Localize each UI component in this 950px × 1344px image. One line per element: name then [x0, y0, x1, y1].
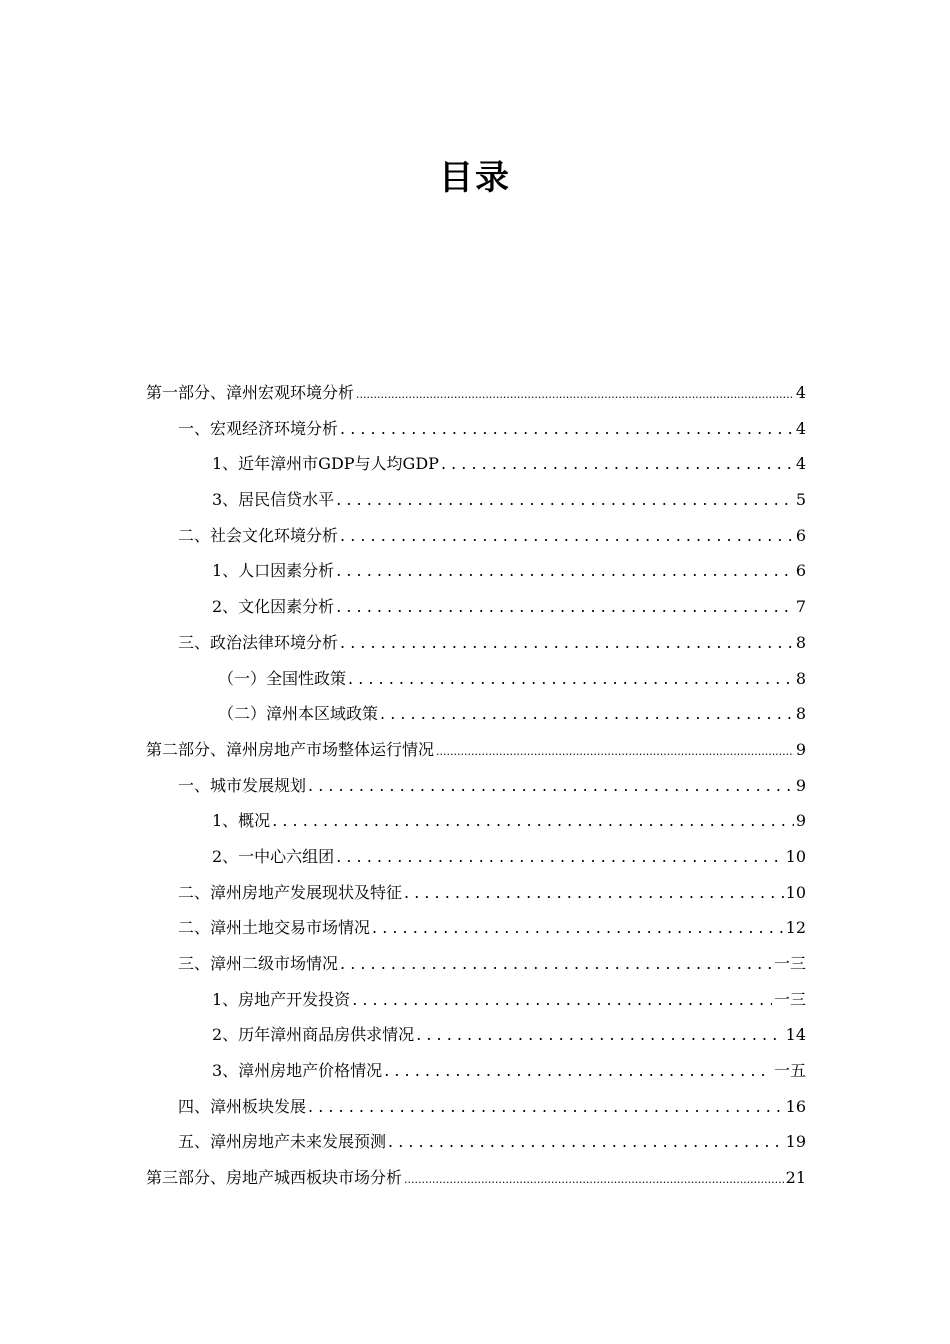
toc-dot-leader — [404, 1168, 784, 1187]
toc-entry-label: （二）漳州本区域政策 — [218, 704, 379, 724]
toc-dot-leader — [384, 1061, 772, 1080]
toc-dot-leader — [336, 561, 794, 580]
toc-entry[interactable] — [146, 915, 806, 951]
toc-entry[interactable] — [146, 380, 806, 416]
toc-entry[interactable] — [146, 1058, 806, 1094]
toc-dot-leader — [404, 883, 784, 902]
toc-dot-leader — [348, 669, 794, 688]
toc-entry-label: 1、概况 — [212, 811, 271, 831]
toc-entry-label: 1、近年漳州市GDP与人均GDP — [212, 454, 439, 474]
toc-dot-leader — [336, 597, 794, 616]
toc-entry-page-number: 8 — [795, 632, 806, 652]
toc-entry-page-number: 4 — [795, 454, 806, 474]
toc-entry-label: 第一部分、漳州宏观环境分析 — [146, 383, 355, 402]
toc-dot-leader — [356, 383, 794, 402]
toc-entry[interactable] — [146, 416, 806, 452]
toc-dot-leader — [336, 490, 794, 509]
toc-entry[interactable] — [146, 773, 806, 809]
toc-dot-leader — [340, 526, 794, 545]
toc-entry-page-number: 8 — [795, 668, 806, 688]
toc-entry[interactable] — [146, 666, 806, 702]
toc-dot-leader — [308, 1097, 784, 1116]
toc-entry[interactable] — [146, 1165, 806, 1201]
toc-entry-page-number: 21 — [785, 1168, 806, 1188]
toc-dot-leader — [340, 633, 794, 652]
toc-entry-page-number: 5 — [795, 490, 806, 510]
toc-dot-leader — [416, 1025, 783, 1044]
toc-entry-label: 2、历年漳州商品房供求情况 — [212, 1025, 415, 1045]
toc-entry-label: 四、漳州板块发展 — [178, 1096, 307, 1116]
toc-entry[interactable] — [146, 487, 806, 523]
toc-dot-leader — [336, 847, 783, 866]
toc-entry[interactable] — [146, 987, 806, 1023]
toc-entry-label: 一、宏观经济环境分析 — [178, 418, 339, 438]
toc-entry-page-number: 一五 — [773, 1061, 806, 1081]
toc-entry-page-number: 一三 — [773, 954, 806, 973]
toc-entry[interactable] — [146, 808, 806, 844]
toc-dot-leader — [372, 918, 784, 937]
toc-dot-leader — [380, 704, 794, 723]
toc-entry-label: （一）全国性政策 — [218, 668, 347, 688]
toc-dot-leader — [436, 740, 794, 759]
toc-entry[interactable] — [146, 1129, 806, 1165]
toc-entry[interactable] — [146, 630, 806, 666]
toc-entry-label: 2、文化因素分析 — [212, 597, 335, 617]
toc-entry-page-number: 6 — [795, 561, 806, 581]
toc-entry-label: 2、一中心六组团 — [212, 846, 335, 866]
toc-entry-page-number: 14 — [785, 1025, 806, 1045]
toc-entry-label: 3、居民信贷水平 — [212, 490, 335, 510]
toc-entry[interactable] — [146, 523, 806, 559]
toc-entry-page-number: 9 — [795, 739, 806, 759]
toc-dot-leader — [441, 454, 794, 473]
toc-entry-page-number: 19 — [785, 1132, 806, 1152]
toc-entry-page-number: 6 — [795, 525, 806, 545]
toc-entry-label: 第二部分、漳州房地产市场整体运行情况 — [146, 739, 435, 759]
toc-entry-label: 一、城市发展规划 — [178, 775, 307, 795]
toc-entry-label: 二、社会文化环境分析 — [178, 525, 339, 545]
toc-entry-label: 三、政治法律环境分析 — [178, 632, 339, 652]
toc-entry[interactable] — [146, 737, 806, 773]
toc-entry-page-number: 12 — [785, 918, 806, 938]
toc-dot-leader — [340, 954, 772, 973]
toc-entry[interactable] — [146, 594, 806, 630]
toc-entry[interactable] — [146, 1022, 806, 1058]
toc-entry-label: 五、漳州房地产未来发展预测 — [178, 1132, 387, 1152]
toc-entry-page-number: 8 — [795, 704, 806, 724]
toc-entry-page-number: 7 — [795, 597, 806, 617]
toc-entry[interactable] — [146, 880, 806, 916]
toc-entry[interactable] — [146, 701, 806, 737]
toc-entry-label: 3、漳州房地产价格情况 — [212, 1061, 383, 1081]
toc-entry-label: 1、房地产开发投资 — [212, 989, 351, 1009]
toc-entry-label: 二、漳州土地交易市场情况 — [178, 918, 371, 938]
toc-entry[interactable] — [146, 951, 806, 987]
toc-entry[interactable] — [146, 1094, 806, 1130]
toc-entry-page-number: 9 — [795, 811, 806, 831]
toc-dot-leader — [340, 419, 794, 438]
page-title: 目录 — [439, 158, 511, 198]
toc-dot-leader — [388, 1132, 784, 1151]
toc-entry-page-number: 4 — [795, 383, 806, 402]
toc-entry[interactable] — [146, 844, 806, 880]
toc-entry-label: 第三部分、房地产城西板块市场分析 — [146, 1168, 403, 1188]
toc-entry-page-number: 16 — [785, 1096, 806, 1116]
toc-dot-leader — [272, 811, 794, 830]
toc-entry-page-number: 一三 — [773, 989, 806, 1009]
toc-entry[interactable] — [146, 558, 806, 594]
toc-dot-leader — [308, 776, 794, 795]
toc-entry-page-number: 4 — [795, 418, 806, 438]
toc-entry-page-number: 10 — [785, 882, 806, 902]
toc-entry-label: 二、漳州房地产发展现状及特征 — [178, 882, 403, 902]
toc-entry-label: 1、人口因素分析 — [212, 561, 335, 581]
toc-entry-page-number: 9 — [795, 775, 806, 795]
toc-dot-leader — [352, 990, 772, 1009]
toc-entry-page-number: 10 — [785, 846, 806, 866]
table-of-contents — [146, 380, 806, 1201]
toc-entry[interactable] — [146, 451, 806, 487]
toc-entry-label: 三、漳州二级市场情况 — [178, 954, 339, 973]
